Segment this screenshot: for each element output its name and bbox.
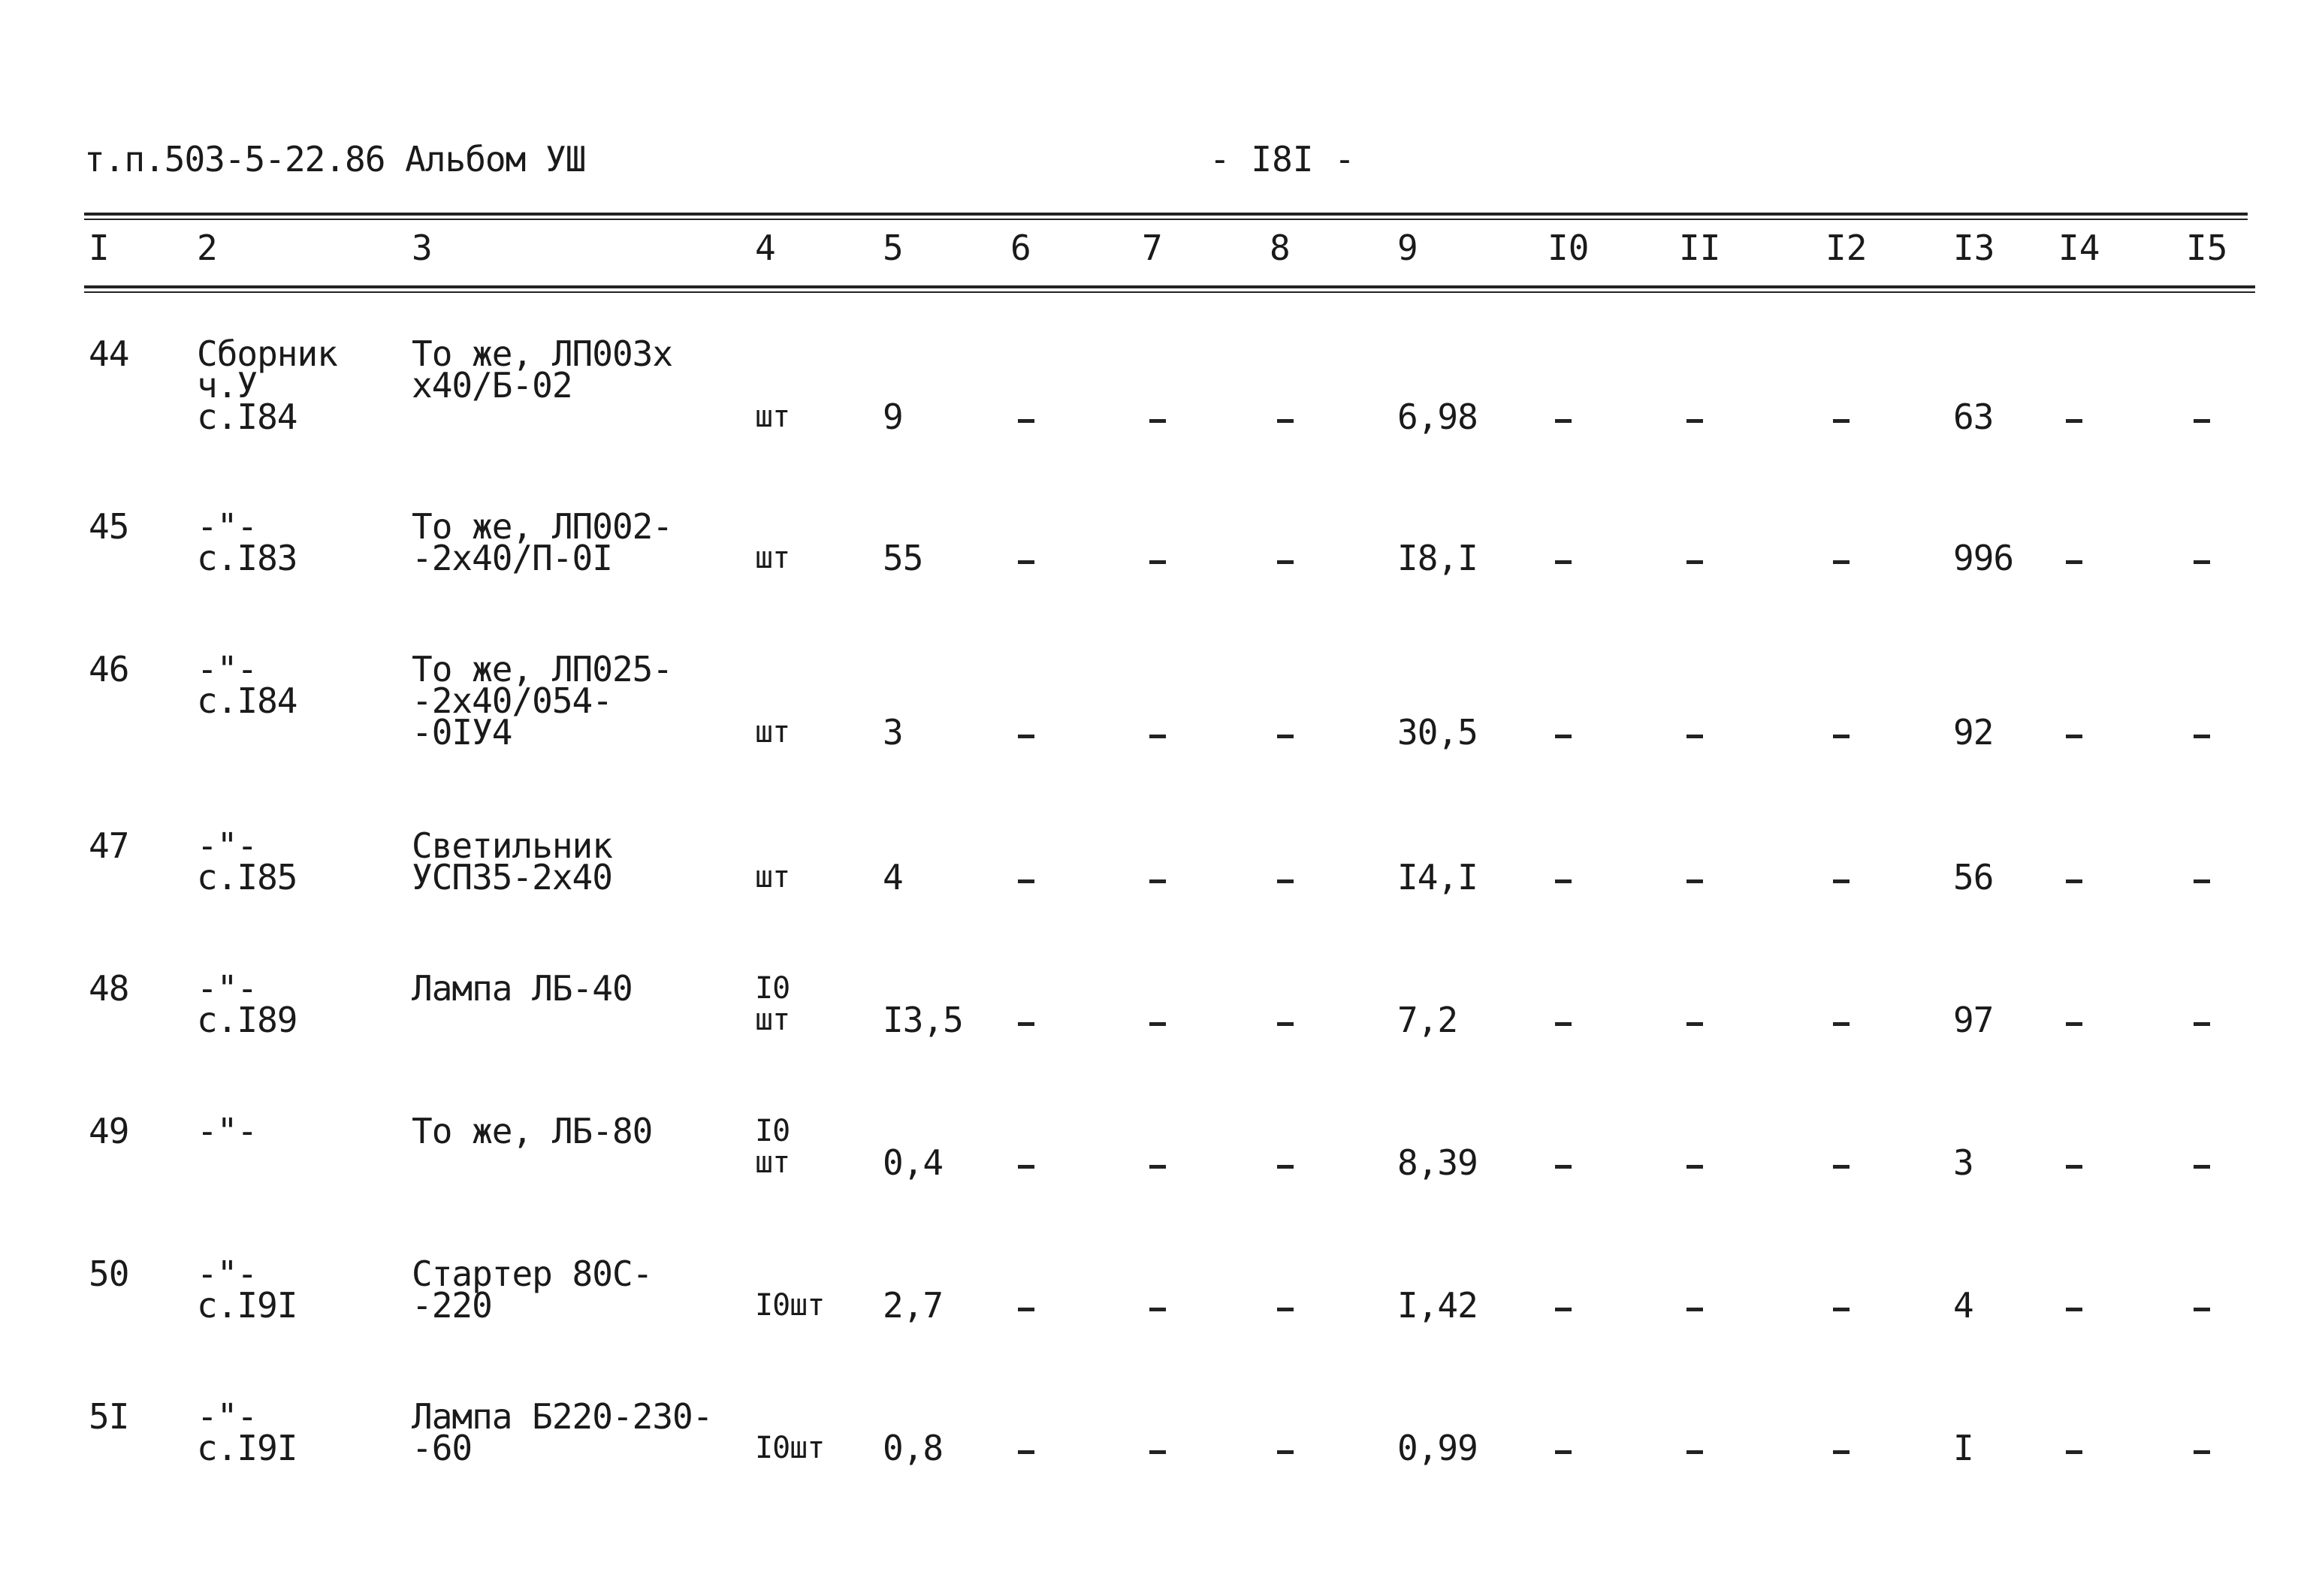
item-name: Лампа ЛБ-40	[412, 968, 633, 1009]
empty-cell-dash	[2194, 1022, 2210, 1026]
empty-cell-dash	[1833, 735, 1850, 738]
source-reference: -"- с.I83	[197, 506, 297, 578]
unit-of-measure: I0 шт	[755, 1114, 790, 1180]
unit-of-measure: I0шт	[755, 1288, 825, 1323]
total-cost: 97	[1953, 1000, 1994, 1040]
empty-cell-dash	[1686, 735, 1703, 738]
empty-cell-dash	[1277, 419, 1294, 423]
empty-cell-dash	[2066, 1308, 2082, 1311]
unit-price: 8,39	[1397, 1142, 1478, 1183]
header-bottom-rule	[84, 285, 2255, 288]
empty-cell-dash	[1555, 560, 1572, 564]
empty-cell-dash	[1833, 419, 1850, 423]
item-name: Лампа Б220-230- -60	[412, 1396, 713, 1468]
quantity: 0,4	[883, 1142, 944, 1183]
empty-cell-dash	[1018, 1022, 1034, 1026]
empty-cell-dash	[1555, 1308, 1572, 1311]
empty-cell-dash	[1149, 735, 1166, 738]
unit-price: I,42	[1397, 1285, 1478, 1326]
column-header-3: 3	[412, 228, 433, 268]
unit-price: I8,I	[1397, 538, 1478, 578]
quantity: 55	[883, 538, 923, 578]
item-name: Стартер 80С- -220	[412, 1254, 653, 1326]
column-header-13: I3	[1953, 228, 1995, 268]
empty-cell-dash	[2194, 1450, 2210, 1454]
quantity: 3	[883, 712, 903, 753]
total-cost: 56	[1953, 857, 1994, 898]
empty-cell-dash	[2066, 879, 2082, 883]
empty-cell-dash	[1149, 1022, 1166, 1026]
page-number: - I8I -	[1209, 139, 1355, 180]
source-reference: Сборник ч.У с.I84	[197, 333, 337, 437]
unit-price: 7,2	[1397, 1000, 1458, 1040]
total-cost: 92	[1953, 712, 1994, 753]
empty-cell-dash	[1018, 879, 1034, 883]
empty-cell-dash	[1686, 419, 1703, 423]
quantity: 0,8	[883, 1428, 944, 1468]
document-reference: т.п.503-5-22.86 Альбом УШ	[84, 139, 586, 180]
unit-of-measure: шт	[755, 400, 790, 434]
unit-of-measure: шт	[755, 860, 790, 895]
empty-cell-dash	[1277, 1165, 1294, 1169]
empty-cell-dash	[2066, 560, 2082, 564]
empty-cell-dash	[2066, 419, 2082, 423]
source-reference: -"- с.I9I	[197, 1254, 297, 1326]
empty-cell-dash	[1686, 879, 1703, 883]
total-cost: 63	[1953, 397, 1994, 437]
empty-cell-dash	[1833, 560, 1850, 564]
empty-cell-dash	[1149, 1308, 1166, 1311]
item-name: То же, ЛП025- -2х40/054- -0IУ4	[412, 649, 673, 753]
empty-cell-dash	[1277, 560, 1294, 564]
column-header-10: I0	[1548, 228, 1590, 268]
column-header-1: I	[89, 228, 110, 268]
unit-of-measure: шт	[755, 715, 790, 750]
row-number: 47	[89, 825, 129, 866]
empty-cell-dash	[2194, 735, 2210, 738]
source-reference: -"- с.I85	[197, 825, 297, 898]
empty-cell-dash	[1555, 735, 1572, 738]
empty-cell-dash	[1686, 560, 1703, 564]
row-number: 50	[89, 1254, 129, 1294]
empty-cell-dash	[1018, 1308, 1034, 1311]
empty-cell-dash	[1686, 1165, 1703, 1169]
empty-cell-dash	[1555, 1450, 1572, 1454]
item-name: Светильник УСП35-2х40	[412, 825, 612, 898]
row-number: 45	[89, 506, 129, 547]
empty-cell-dash	[1018, 735, 1034, 738]
column-header-7: 7	[1142, 228, 1163, 268]
source-reference: -"- с.I9I	[197, 1396, 297, 1468]
empty-cell-dash	[2194, 1165, 2210, 1169]
empty-cell-dash	[1149, 560, 1166, 564]
unit-price: I4,I	[1397, 857, 1478, 898]
empty-cell-dash	[2194, 879, 2210, 883]
unit-of-measure: I0 шт	[755, 971, 790, 1037]
empty-cell-dash	[2066, 1450, 2082, 1454]
empty-cell-dash	[1018, 1450, 1034, 1454]
empty-cell-dash	[1686, 1022, 1703, 1026]
column-header-15: I5	[2186, 228, 2228, 268]
empty-cell-dash	[1833, 1308, 1850, 1311]
empty-cell-dash	[1277, 1022, 1294, 1026]
item-name: То же, ЛП002- -2х40/П-0I	[412, 506, 673, 578]
unit-price: 6,98	[1397, 397, 1478, 437]
row-number: 44	[89, 333, 129, 374]
empty-cell-dash	[1149, 879, 1166, 883]
unit-price: 0,99	[1397, 1428, 1478, 1468]
row-number: 46	[89, 649, 129, 689]
quantity: 2,7	[883, 1285, 944, 1326]
unit-of-measure: I0шт	[755, 1431, 825, 1465]
empty-cell-dash	[1149, 419, 1166, 423]
column-header-2: 2	[197, 228, 218, 268]
total-cost: 996	[1953, 538, 2014, 578]
empty-cell-dash	[1833, 1165, 1850, 1169]
row-number: 49	[89, 1111, 129, 1151]
empty-cell-dash	[1149, 1165, 1166, 1169]
column-header-8: 8	[1270, 228, 1291, 268]
item-name: То же, ЛП003х х40/Б-02	[412, 333, 673, 406]
table-top-rule	[84, 213, 2248, 216]
empty-cell-dash	[1277, 1308, 1294, 1311]
source-reference: -"- с.I89	[197, 968, 297, 1040]
empty-cell-dash	[2194, 1308, 2210, 1311]
column-header-4: 4	[755, 228, 776, 268]
item-name: То же, ЛБ-80	[412, 1111, 653, 1151]
empty-cell-dash	[1555, 879, 1572, 883]
empty-cell-dash	[1277, 1450, 1294, 1454]
empty-cell-dash	[1833, 1450, 1850, 1454]
quantity: 4	[883, 857, 903, 898]
empty-cell-dash	[1833, 879, 1850, 883]
empty-cell-dash	[2194, 419, 2210, 423]
empty-cell-dash	[1555, 419, 1572, 423]
row-number: 5I	[89, 1396, 129, 1437]
empty-cell-dash	[2194, 560, 2210, 564]
empty-cell-dash	[1833, 1022, 1850, 1026]
row-number: 48	[89, 968, 129, 1009]
column-header-9: 9	[1397, 228, 1418, 268]
column-header-6: 6	[1010, 228, 1031, 268]
empty-cell-dash	[1686, 1450, 1703, 1454]
empty-cell-dash	[1018, 419, 1034, 423]
column-header-5: 5	[883, 228, 904, 268]
empty-cell-dash	[2066, 1165, 2082, 1169]
unit-of-measure: шт	[755, 541, 790, 575]
total-cost: I	[1953, 1428, 1973, 1468]
column-header-12: I2	[1825, 228, 1868, 268]
empty-cell-dash	[1277, 735, 1294, 738]
empty-cell-dash	[2066, 735, 2082, 738]
empty-cell-dash	[1555, 1022, 1572, 1026]
unit-price: 30,5	[1397, 712, 1478, 753]
total-cost: 3	[1953, 1142, 1973, 1183]
empty-cell-dash	[1555, 1165, 1572, 1169]
source-reference: -"-	[197, 1111, 258, 1151]
header-bottom-rule-thin	[84, 291, 2255, 293]
empty-cell-dash	[1149, 1450, 1166, 1454]
quantity: 9	[883, 397, 903, 437]
table-top-rule-thin	[84, 219, 2248, 220]
empty-cell-dash	[2066, 1022, 2082, 1026]
total-cost: 4	[1953, 1285, 1973, 1326]
empty-cell-dash	[1018, 1165, 1034, 1169]
empty-cell-dash	[1686, 1308, 1703, 1311]
empty-cell-dash	[1018, 560, 1034, 564]
column-header-14: I4	[2058, 228, 2100, 268]
column-header-11: II	[1679, 228, 1721, 268]
source-reference: -"- с.I84	[197, 649, 297, 721]
empty-cell-dash	[1277, 879, 1294, 883]
quantity: I3,5	[883, 1000, 963, 1040]
